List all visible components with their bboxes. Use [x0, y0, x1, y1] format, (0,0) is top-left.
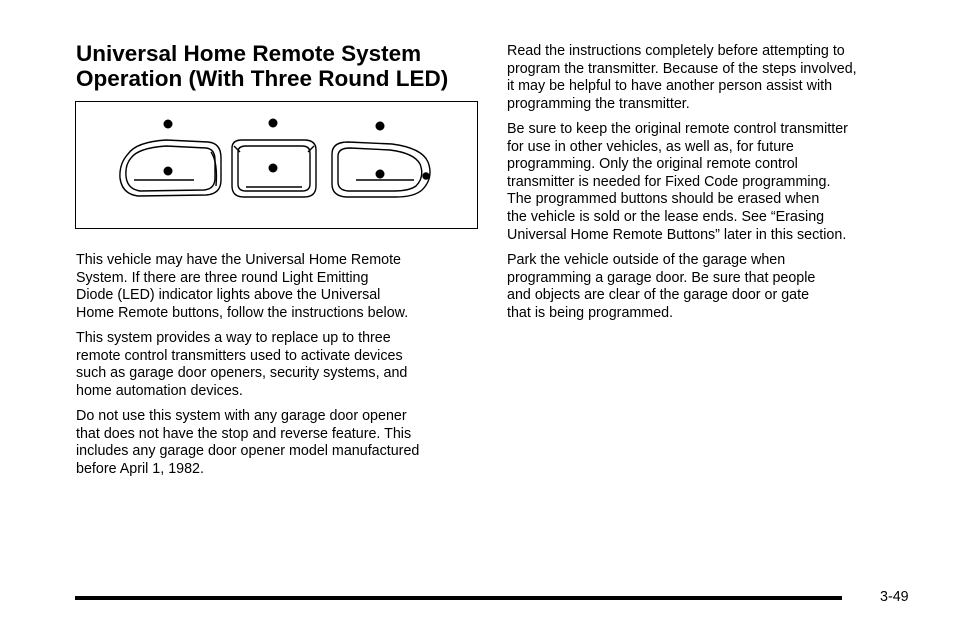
led-indicator-icon: [164, 120, 173, 129]
footer-rule: [75, 596, 842, 600]
left-paragraph-2: This system provides a way to replace up to three remote control transmitters used to activate devices such as garage door openers, security systems, and home automation devices.: [76, 330, 408, 399]
section-heading: Universal Home Remote System Operation (With Three Round LED): [76, 41, 449, 91]
universal-home-remote-figure: [75, 101, 478, 229]
right-paragraph-3: Park the vehicle outside of the garage when programming a garage door. Be sure that people and objects are clear of the garage door or gate that is being programmed.: [507, 252, 816, 321]
remote-button-icon: [332, 142, 430, 197]
led-indicator-icon: [269, 119, 278, 128]
left-paragraph-3: Do not use this system with any garage door opener that does not have the stop and reverse feature. This includes any garage door opener model manufactured before April 1, 1982.: [76, 408, 420, 477]
remote-buttons-illustration: [76, 102, 476, 228]
left-paragraph-1: This vehicle may have the Universal Home Remote System. If there are three round Light Emitting Diode (LED) indicator lights above the Universal Home Remote buttons, follow the instructions below.: [76, 252, 409, 321]
right-paragraph-1: Read the instructions completely before attempting to program the transmitter. Because of the steps involved, it may be helpful to have another person assist with programming the transmitter.: [507, 43, 857, 112]
page-number: 3-49: [880, 589, 909, 605]
led-indicator-icon: [376, 122, 385, 131]
right-paragraph-2: Be sure to keep the original remote control transmitter for use in other vehicles, as well as, for future programming. Only the original remote control transmitter is needed for Fixed Code programming. The programmed buttons should be erased when the vehicle is sold or the lease ends. See “Erasing Universal Home Remote Buttons” later in this section.: [507, 121, 848, 243]
